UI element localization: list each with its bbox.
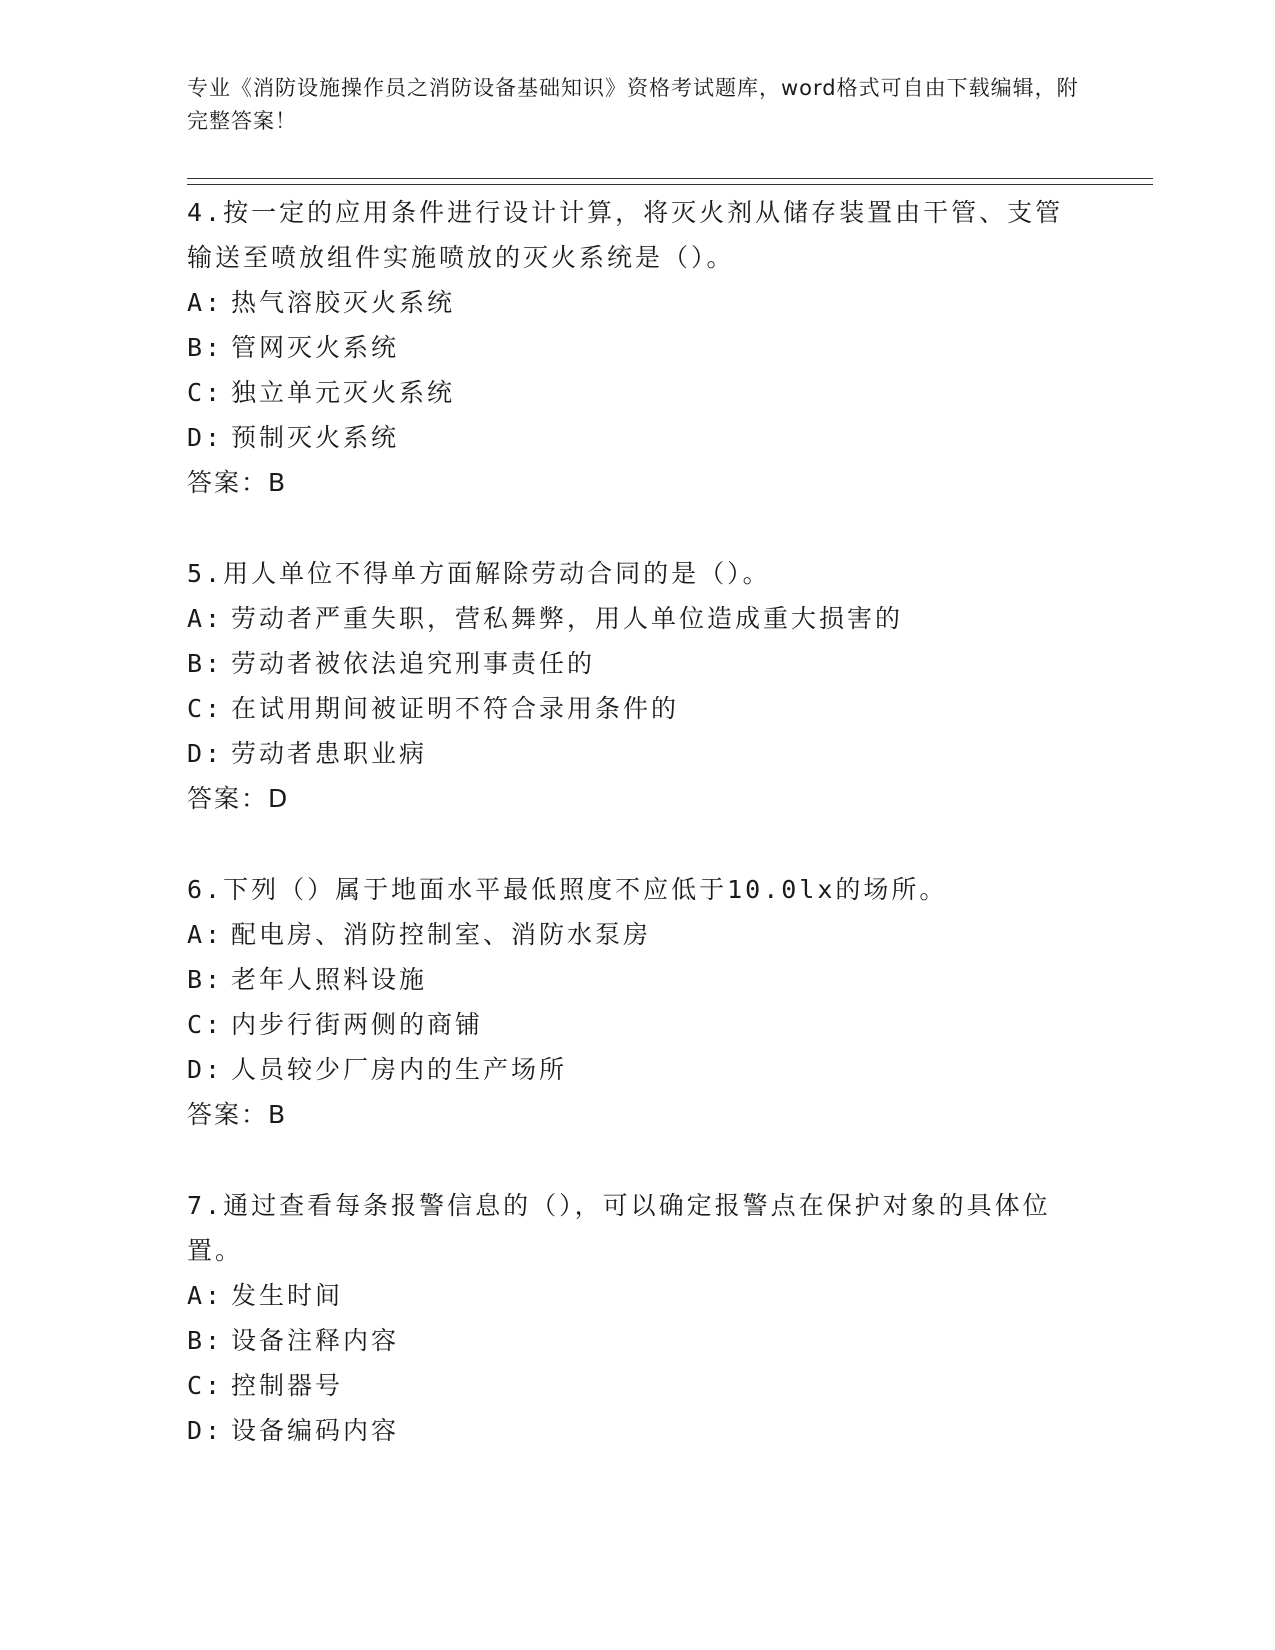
- option-letter: A:: [187, 920, 224, 949]
- question-stem: 7.通过查看每条报警信息的（），可以确定报警点在保护对象的具体位置。: [187, 1191, 1051, 1265]
- option-text: 控制器号: [231, 1371, 344, 1400]
- option-text: 劳动者患职业病: [231, 739, 428, 768]
- option-text: 老年人照料设施: [231, 965, 428, 994]
- option-text: 独立单元灭火系统: [231, 378, 456, 407]
- option-c: [187, 370, 1087, 415]
- option-text: 设备注释内容: [231, 1326, 400, 1355]
- answer: 答案：B: [187, 1100, 288, 1129]
- option-text: 发生时间: [231, 1281, 344, 1310]
- option-b: [187, 1318, 1087, 1363]
- option-a: [187, 596, 1087, 641]
- option-letter: C:: [187, 694, 224, 723]
- option-letter: C:: [187, 378, 224, 407]
- option-letter: D:: [187, 1055, 224, 1084]
- option-letter: B:: [187, 649, 224, 678]
- question-stem: 4.按一定的应用条件进行设计计算，将灭火剂从储存装置由干管、支管输送至喷放组件实施喷放的灭火系统是（）。: [187, 198, 1064, 272]
- document-header: [187, 72, 1087, 138]
- question-7: [187, 1183, 1087, 1453]
- option-c: [187, 1002, 1087, 1047]
- option-text: 预制灭火系统: [231, 423, 400, 452]
- question-stem: 5.用人单位不得单方面解除劳动合同的是（）。: [187, 559, 771, 588]
- option-text: 设备编码内容: [231, 1416, 400, 1445]
- question-list: [187, 190, 1087, 1453]
- question-5: [187, 551, 1087, 821]
- question-stem: 6.下列（）属于地面水平最低照度不应低于10.0lx的场所。: [187, 875, 948, 904]
- option-text: 人员较少厂房内的生产场所: [231, 1055, 568, 1084]
- option-text: 劳动者被依法追究刑事责任的: [231, 649, 596, 678]
- option-d: [187, 415, 1087, 460]
- option-c: [187, 1363, 1087, 1408]
- option-text: 劳动者严重失职，营私舞弊，用人单位造成重大损害的: [231, 604, 904, 633]
- option-text: 在试用期间被证明不符合录用条件的: [231, 694, 680, 723]
- option-c: [187, 686, 1087, 731]
- option-letter: B:: [187, 965, 224, 994]
- option-text: 管网灭火系统: [231, 333, 400, 362]
- option-letter: A:: [187, 604, 224, 633]
- option-letter: C:: [187, 1371, 224, 1400]
- header-divider: [187, 178, 1153, 185]
- question-6: [187, 867, 1087, 1137]
- option-a: [187, 280, 1087, 325]
- option-letter: D:: [187, 423, 224, 452]
- answer: 答案：D: [187, 784, 290, 813]
- question-4: [187, 190, 1087, 505]
- option-letter: B:: [187, 1326, 224, 1355]
- option-b: [187, 641, 1087, 686]
- option-letter: D:: [187, 739, 224, 768]
- header-text: 专业《消防设施操作员之消防设备基础知识》资格考试题库，word格式可自由下载编辑，附完整答案！: [187, 76, 1079, 133]
- answer: 答案：B: [187, 468, 288, 497]
- option-letter: D:: [187, 1416, 224, 1445]
- option-d: [187, 1408, 1087, 1453]
- option-b: [187, 957, 1087, 1002]
- option-letter: C:: [187, 1010, 224, 1039]
- option-text: 热气溶胶灭火系统: [231, 288, 456, 317]
- option-letter: A:: [187, 288, 224, 317]
- option-text: 配电房、消防控制室、消防水泵房: [231, 920, 652, 949]
- option-d: [187, 731, 1087, 776]
- option-a: [187, 1273, 1087, 1318]
- option-a: [187, 912, 1087, 957]
- option-letter: A:: [187, 1281, 224, 1310]
- option-b: [187, 325, 1087, 370]
- option-letter: B:: [187, 333, 224, 362]
- option-d: [187, 1047, 1087, 1092]
- option-text: 内步行街两侧的商铺: [231, 1010, 484, 1039]
